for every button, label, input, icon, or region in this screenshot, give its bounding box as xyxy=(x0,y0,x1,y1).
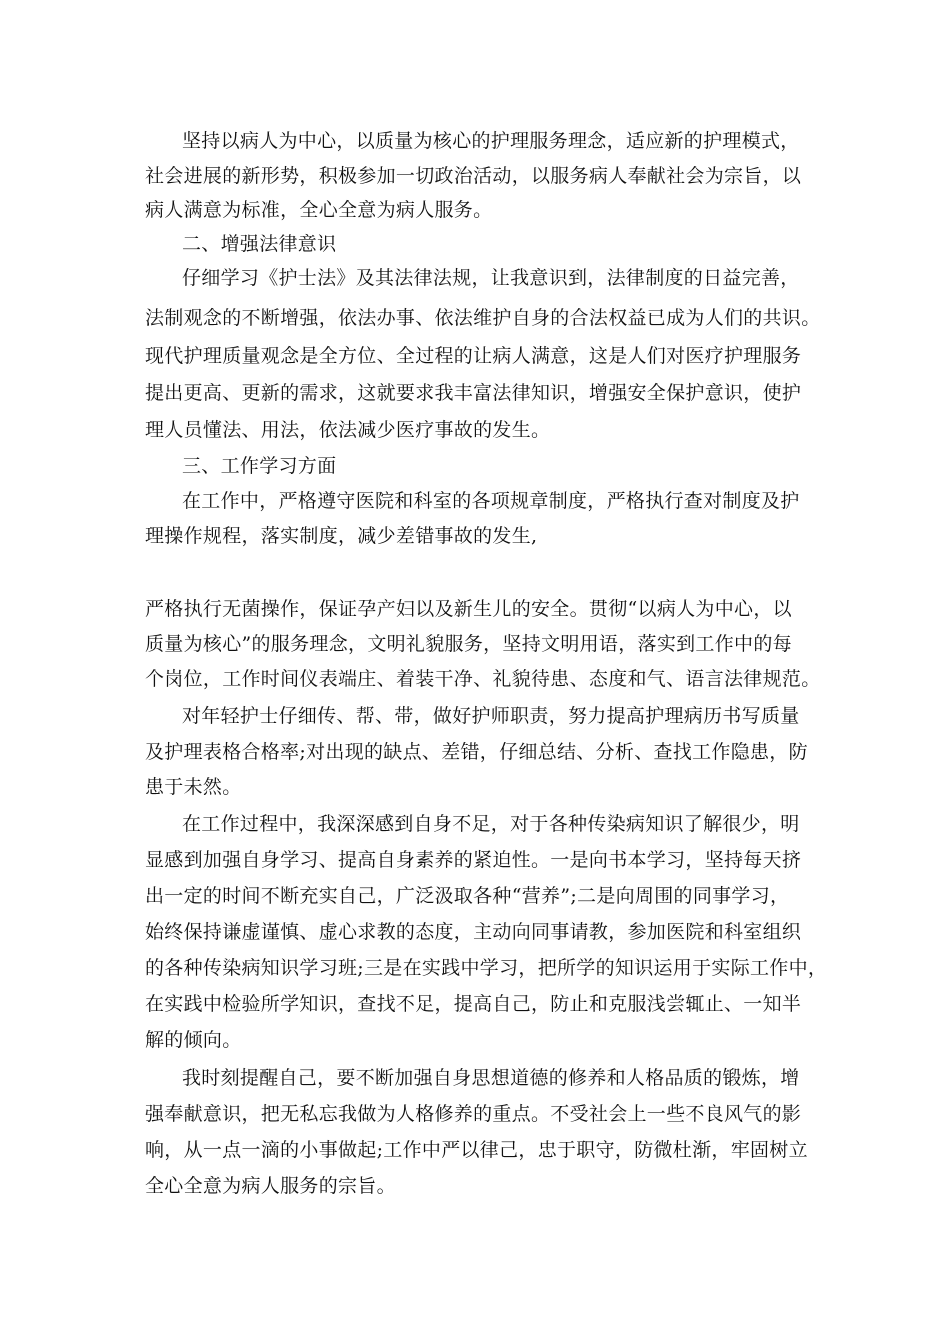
paragraph-line: 现代护理质量观念是全方位、全过程的让病人满意，这是人们对医疗护理服务 xyxy=(145,345,802,367)
paragraph-line: 显感到加强自身学习、提高自身素养的紧迫性。一是向书本学习，坚持每天挤 xyxy=(145,849,802,871)
paragraph-line: 理人员懂法、用法，依法减少医疗事故的发生。 xyxy=(145,419,551,441)
paragraph-line: 响，从一点一滴的小事做起;工作中严以律己，忠于职守，防微杜渐，牢固树立 xyxy=(145,1139,808,1161)
paragraph-line: 理操作规程，落实制度，减少差错事故的发生, xyxy=(145,525,538,547)
paragraph-line: 强奉献意识，把无私忘我做为人格修养的重点。不受社会上一些不良风气的影 xyxy=(145,1103,802,1125)
paragraph-line: 患于未然。 xyxy=(145,776,242,798)
paragraph-line: 法制观念的不断增强，依法办事、依法维护自身的合法权益已成为人们的共识。 xyxy=(145,307,821,329)
paragraph-line: 严格执行无菌操作，保证孕产妇以及新生儿的安全。贯彻“以病人为中心，以 xyxy=(145,598,792,620)
paragraph-line: 质量为核心”的服务理念，文明礼貌服务，坚持文明用语，落实到工作中的每 xyxy=(145,633,792,655)
paragraph-line: 病人满意为标准，全心全意为病人服务。 xyxy=(145,199,493,221)
paragraph-line: 在工作过程中，我深深感到自身不足，对于各种传染病知识了解很少，明 xyxy=(182,813,800,835)
paragraph-line: 在实践中检验所学知识，查找不足，提高自己，防止和克服浅尝辄止、一知半 xyxy=(145,993,802,1015)
paragraph-line: 始终保持谦虚谨慎、虚心求教的态度，主动向同事请教，参加医院和科室组织 xyxy=(145,921,802,943)
paragraph-line: 提出更高、更新的需求，这就要求我丰富法律知识，增强安全保护意识，使护 xyxy=(145,382,802,404)
section-heading: 二、增强法律意识 xyxy=(182,233,337,255)
paragraph-line: 对年轻护士仔细传、帮、带，做好护师职责，努力提高护理病历书写质量 xyxy=(182,705,800,727)
paragraph-line: 的各种传染病知识学习班;三是在实践中学习，把所学的知识运用于实际工作中， xyxy=(145,957,828,979)
paragraph-line: 在工作中，严格遵守医院和科室的各项规章制度，严格执行查对制度及护 xyxy=(182,490,800,512)
paragraph-line: 仔细学习《护士法》及其法律法规，让我意识到，法律制度的日益完善， xyxy=(182,267,800,289)
paragraph-line: 出一定的时间不断充实自己，广泛汲取各种“营养”;二是向周围的同事学习， xyxy=(145,885,790,907)
paragraph-line: 全心全意为病人服务的宗旨。 xyxy=(145,1175,396,1197)
paragraph-line: 解的倾向。 xyxy=(145,1029,242,1051)
paragraph-line: 个岗位，工作时间仪表端庄、着装干净、礼貌待患、态度和气、语言法律规范。 xyxy=(145,668,821,690)
paragraph-line: 社会进展的新形势，积极参加一切政治活动，以服务病人奉献社会为宗旨，以 xyxy=(145,165,802,187)
paragraph-line: 及护理表格合格率;对出现的缺点、差错，仔细总结、分析、查找工作隐患，防 xyxy=(145,741,808,763)
paragraph-line: 坚持以病人为中心，以质量为核心的护理服务理念，适应新的护理模式， xyxy=(182,130,800,152)
paragraph-line: 我时刻提醒自己，要不断加强自身思想道德的修养和人格品质的锻炼，增 xyxy=(182,1067,800,1089)
section-heading: 三、工作学习方面 xyxy=(182,455,337,477)
